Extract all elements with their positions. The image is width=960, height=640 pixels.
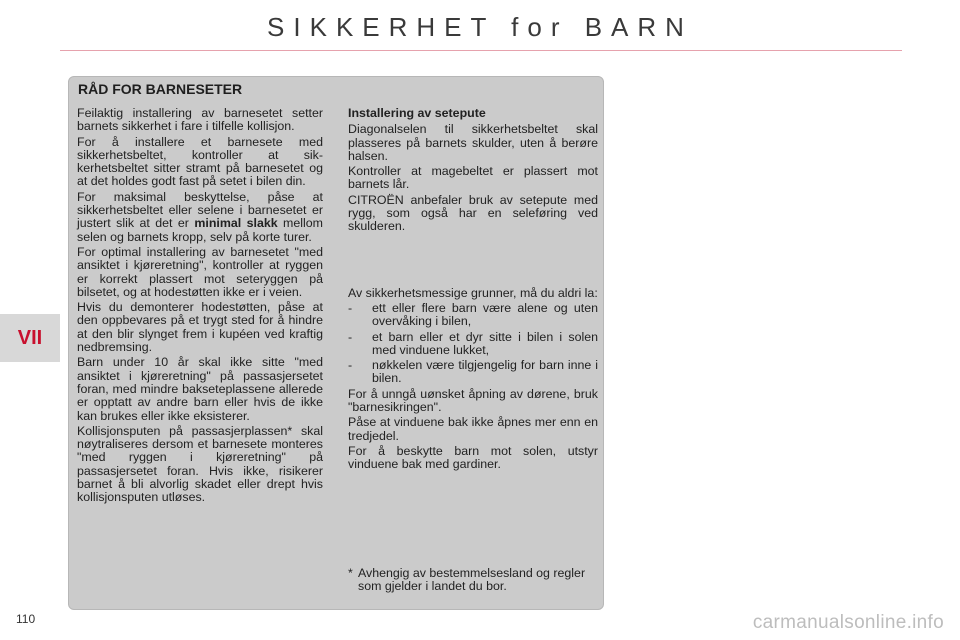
spacer [348, 236, 598, 287]
paragraph: For optimal installering av barnesetet "med ansiktet i kjøreretning", kontroller at ryggen er korrekt plassert mot seteryggen på bilsetet, og at hodestøtten ikke er i veien. [77, 244, 323, 299]
list-item-text: nøkkelen være tilgjengelig for barn inne i bilen. [372, 358, 598, 386]
paragraph-protection [77, 191, 323, 244]
paragraph-intro: Av sikkerhetsmessige grunner, må du aldri la: [348, 285, 598, 300]
list-item [348, 359, 598, 386]
watermark: carmanualsonline.info [752, 612, 944, 633]
paragraph: Diagonalselen til sikkerhetsbeltet skal plasseres på barnets skulder, uten å berøre halsen. [348, 122, 598, 163]
page-number: 110 [16, 612, 36, 626]
paragraph: Kollisjonsputen på passasjerplassen* skal nøytraliseres dersom et barnesete monteres "med ryggen i kjøreretning" på passasjersetet foran. Hvis ikke, risikerer barnet å bli alvorlig skadet eller drept hvis kollisjonsputen utløses. [77, 423, 323, 505]
paragraph: For å unngå uønsket åpning av dørene, bruk "barnesikringen". [348, 386, 598, 415]
paragraph: Hvis du demonterer hodestøtten, påse at den oppbevares på et trygt sted for å hindre at den blir slynget frem i kupéen ved kraftig nedbremsing. [77, 300, 323, 355]
paragraph: For å installere et barnesete med sikkerhetsbeltet, kontroller at sikkerhetsbeltet sitter stramt på barnesetet og at det holdes godt fast på setet i bilen din. [77, 134, 323, 189]
title-divider [60, 50, 902, 51]
paragraph: For å beskytte barn mot solen, utstyr vinduene bak med gardiner. [348, 443, 598, 472]
chapter-tab: VII [0, 314, 60, 362]
paragraph: Barn under 10 år skal ikke sitte "med ansiktet i kjøreretning" på passasjersetet foran, med mindre bakseteplassene allerede er opptatt av andre barn eller hvis de ikke kan brukes eller ikke eksisterer. [77, 355, 323, 423]
footnote [348, 567, 598, 594]
bullet-marker: - [348, 300, 353, 315]
list-item-text: ett eller flere barn være alene og uten overvåking i bilen, [372, 300, 598, 329]
page-title: SIKKERHET for BARN [267, 12, 693, 42]
paragraph-text: mellom selen og barnets kropp, selv på korte turer. [77, 216, 323, 244]
footnote-text: Avhengig av bestemmelsesland og regler som gjelder i landet du bor. [358, 566, 586, 594]
section-subheading: Installering av setepute [348, 106, 486, 120]
bullet-marker: - [348, 358, 353, 373]
paragraph: CITROËN anbefaler bruk av setepute med rygg, som også har en seleføring ved skulderen. [348, 192, 598, 234]
right-column [348, 107, 598, 474]
list-item [348, 302, 598, 329]
footnote-marker: * [348, 566, 353, 580]
bullet-marker: - [348, 329, 353, 344]
paragraph: Feilaktig installering av barnesetet setter barnets sikkerhet i fare i tilfelle kollisjon. [77, 106, 323, 134]
list-item [348, 331, 598, 358]
emphasis-text: minimal slakk [194, 216, 278, 231]
paragraph: Kontroller at magebeltet er plassert mot barnets lår. [348, 164, 598, 192]
paragraph: Påse at vinduene bak ikke åpnes mer enn en tredjedel. [348, 415, 598, 443]
panel-heading: RÅD FOR BARNESETER [78, 81, 243, 97]
list-item-text: et barn eller et dyr sitte i bilen i solen med vinduene lukket, [372, 329, 598, 357]
paragraph-text: For maksimal beskyttelse, påse at sikkerhetsbeltet eller selene i barnesetet er justert slik at det er [77, 189, 323, 231]
left-column [77, 107, 323, 507]
